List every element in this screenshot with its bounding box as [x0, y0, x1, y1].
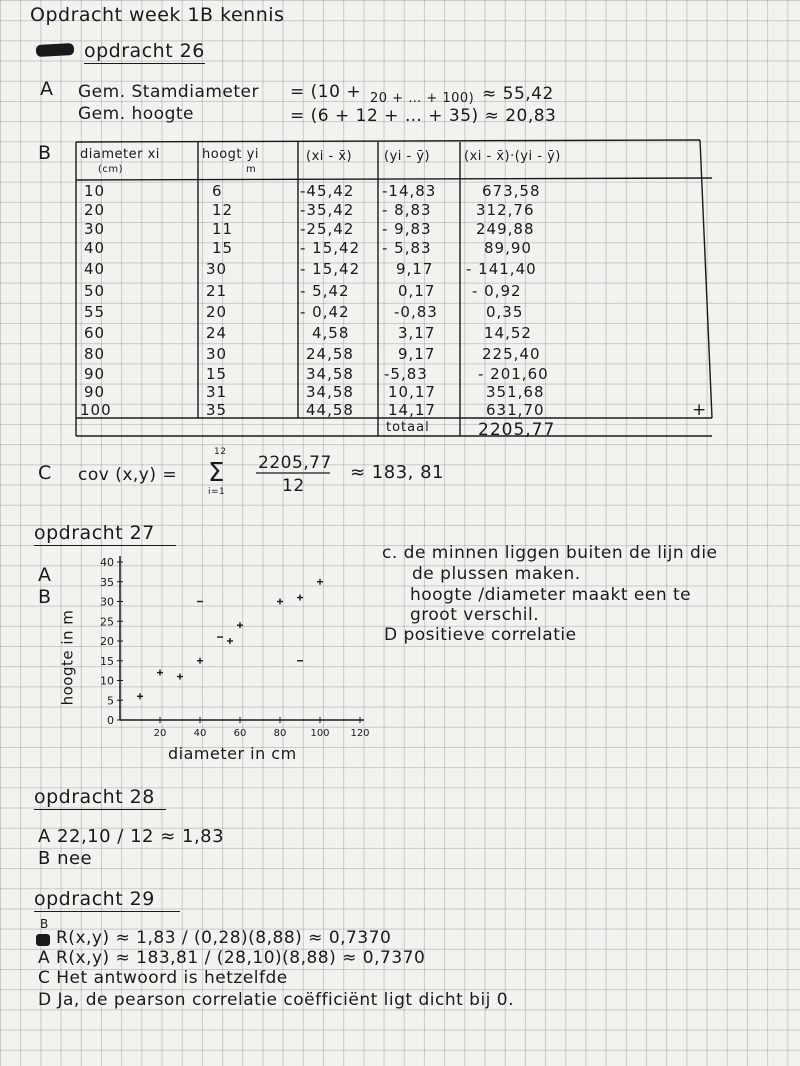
ex29-line1-marker — [36, 934, 50, 946]
ex28-heading: opdracht 28 — [34, 788, 166, 810]
cell-diameter: 100 — [80, 401, 112, 419]
table-header-product: (xi - x̄)·(yi - ȳ) — [464, 149, 561, 164]
cell-height: 30 — [206, 260, 228, 278]
cell-x-dev: -25,42 — [300, 220, 355, 238]
cell-y-dev: 0,17 — [398, 282, 436, 300]
cell-product: - 141,40 — [466, 260, 537, 278]
ex26-a-line2-expr: = (6 + 12 + … + 35) ≈ 20,83 — [290, 106, 557, 126]
cell-height: 35 — [206, 401, 228, 419]
page-title: Opdracht week 1B kennis — [30, 4, 285, 26]
ex29-line2: A R(x,y) ≈ 183,81 / (28,10)(8,88) ≈ 0,7370 — [38, 948, 426, 968]
y-tick-label: 0 — [107, 714, 114, 727]
cell-diameter: 60 — [84, 324, 106, 342]
ex27-letter-a: A — [38, 564, 52, 586]
cell-product: 351,68 — [486, 383, 545, 401]
cell-y-dev: -14,83 — [382, 182, 437, 200]
cell-diameter: 30 — [84, 220, 106, 238]
cov-formula: cov (x,y) = — [78, 465, 178, 485]
ex27-letter-b: B — [38, 586, 52, 608]
cell-diameter: 20 — [84, 201, 106, 219]
cell-height: 24 — [206, 324, 228, 342]
x-tick-label: 80 — [273, 728, 287, 739]
cell-product: 225,40 — [482, 345, 541, 363]
cell-y-dev: 9,17 — [396, 260, 434, 278]
x-tick-label: 120 — [350, 728, 370, 739]
cell-height: 20 — [206, 303, 228, 321]
cell-x-dev: -45,42 — [300, 182, 355, 200]
x-tick-label: 60 — [233, 728, 247, 739]
table-header-x-dev: (xi - x̄) — [306, 149, 353, 164]
ex29-line1: R(x,y) ≈ 1,83 / (0,28)(8,88) ≈ 0,7370 — [56, 928, 392, 948]
cell-height: 30 — [206, 345, 228, 363]
cell-diameter: 90 — [84, 383, 106, 401]
x-tick-label: 40 — [193, 728, 207, 739]
sigma-symbol: Σ — [208, 458, 225, 488]
fraction-denominator: 12 — [282, 476, 305, 496]
cell-product: - 201,60 — [478, 365, 549, 383]
table-header-diameter-unit: (cm) — [98, 164, 124, 175]
cell-product: - 0,92 — [472, 282, 522, 300]
ex27-answer-c-line2: de plussen maken. — [412, 564, 581, 584]
table-total-value: 2205,77 — [478, 420, 556, 440]
x-tick-label: 20 — [153, 728, 167, 739]
table-header-height: hoogt yi — [202, 147, 259, 162]
y-tick-label: 40 — [100, 556, 114, 569]
ex29-heading: opdracht 29 — [34, 890, 180, 912]
cell-y-dev: - 8,83 — [382, 201, 432, 219]
cell-diameter: 10 — [84, 182, 106, 200]
cell-product: 631,70 — [486, 401, 545, 419]
table-header-height-unit: m — [246, 164, 257, 175]
cov-result: ≈ 183, 81 — [350, 462, 445, 483]
y-tick-label: 35 — [100, 575, 114, 589]
cell-height: 21 — [206, 282, 228, 300]
cell-x-dev: - 5,42 — [300, 282, 350, 300]
cell-product: 14,52 — [484, 324, 532, 342]
ex29-line3: C Het antwoord is hetzelfde — [38, 968, 288, 988]
chart-xlabel: diameter in cm — [168, 744, 297, 763]
cell-product: 312,76 — [476, 201, 535, 219]
cell-diameter: 55 — [84, 303, 106, 321]
ex27-answer-c-line3: hoogte /diameter maakt een te — [410, 585, 692, 605]
cell-x-dev: - 15,42 — [300, 260, 361, 278]
cell-height: 15 — [212, 239, 234, 257]
table-header-diameter: diameter xi — [80, 147, 160, 162]
cell-y-dev: 10,17 — [388, 383, 436, 401]
cell-x-dev: - 0,42 — [300, 303, 350, 321]
cell-height: 12 — [212, 201, 234, 219]
cell-y-dev: 9,17 — [398, 345, 436, 363]
cell-height: 11 — [212, 220, 234, 238]
cell-product: 673,58 — [482, 182, 541, 200]
sum-lower-limit: i=1 — [208, 487, 226, 497]
cell-product: 0,35 — [486, 303, 524, 321]
cell-y-dev: -5,83 — [384, 365, 428, 383]
cell-y-dev: 3,17 — [398, 324, 436, 342]
cell-x-dev: - 15,42 — [300, 239, 361, 257]
cell-y-dev: 14,17 — [388, 401, 436, 419]
table-plus-sign: + — [692, 400, 707, 420]
ex26-a-line2-label: Gem. hoogte — [78, 104, 194, 124]
cell-product: 89,90 — [484, 239, 532, 257]
ex28-answer-b: B nee — [38, 848, 93, 869]
ex26-letter-a: A — [40, 78, 54, 100]
ex29-line4: D Ja, de pearson correlatie coëfficiënt ligt dicht bij 0. — [38, 990, 515, 1010]
cell-x-dev: 24,58 — [306, 345, 354, 363]
y-tick-label: 30 — [100, 595, 114, 609]
ex26-letter-c: C — [38, 462, 52, 484]
y-tick-label: 10 — [100, 674, 114, 688]
cell-x-dev: 4,58 — [312, 324, 350, 342]
ex27-answer-c-line1: c. de minnen liggen buiten de lijn die — [382, 543, 718, 563]
fraction-numerator: 2205,77 — [258, 453, 332, 473]
table-header-y-dev: (yi - ȳ) — [384, 149, 431, 164]
x-tick-label: 100 — [310, 728, 330, 739]
cell-x-dev: -35,42 — [300, 201, 355, 219]
cell-x-dev: 34,58 — [306, 365, 354, 383]
ex26-a-line1-result: ≈ 55,42 — [482, 84, 554, 104]
cell-x-dev: 44,58 — [306, 401, 354, 419]
ex26-heading: opdracht 26 — [84, 40, 205, 62]
ex27-heading: opdracht 27 — [34, 524, 176, 546]
cell-height: 6 — [212, 182, 223, 200]
ex27-answer-d: D positieve correlatie — [384, 625, 577, 645]
cell-height: 31 — [206, 383, 228, 401]
cell-x-dev: 34,58 — [306, 383, 354, 401]
cell-y-dev: - 9,83 — [382, 220, 432, 238]
cell-y-dev: - 5,83 — [382, 239, 432, 257]
y-tick-label: 15 — [100, 654, 114, 668]
ex27-answer-c-line4: groot verschil. — [410, 605, 540, 625]
table-total-label: totaal — [386, 420, 430, 435]
cell-product: 249,88 — [476, 220, 535, 238]
cell-y-dev: -0,83 — [394, 303, 438, 321]
y-tick-label: 20 — [100, 635, 114, 648]
cell-height: 15 — [206, 365, 228, 383]
ex28-answer-a: A 22,10 / 12 ≈ 1,83 — [38, 826, 225, 847]
sum-upper-limit: 12 — [214, 447, 227, 457]
ex26-a-line1-label: Gem. Stamdiameter — [78, 82, 259, 102]
ex26-letter-b: B — [38, 142, 52, 164]
y-tick-label: 25 — [100, 615, 114, 629]
y-tick-label: 5 — [107, 694, 114, 708]
chart-ylabel: hoogte in m — [58, 609, 77, 706]
ex29-corrected-letter: B — [40, 917, 49, 931]
ex26-a-line1-expr: = (10 + — [290, 82, 362, 102]
cell-diameter: 40 — [84, 239, 106, 257]
ex26-a-line1-sup: 20 + … + 100) — [370, 91, 475, 106]
cell-diameter: 80 — [84, 345, 106, 363]
cell-diameter: 50 — [84, 282, 106, 300]
cell-diameter: 90 — [84, 365, 106, 383]
cell-diameter: 40 — [84, 260, 106, 278]
